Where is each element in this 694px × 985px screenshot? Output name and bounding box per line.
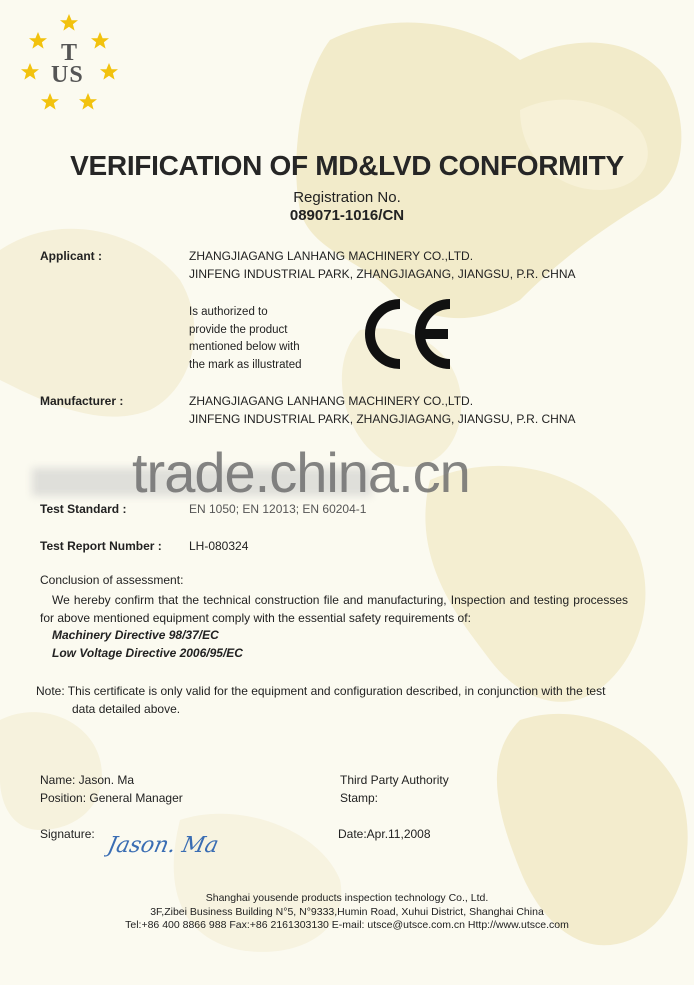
manufacturer-label: Manufacturer : — [40, 394, 124, 408]
third-party-authority: Third Party Authority — [340, 773, 449, 787]
manufacturer-name: ZHANGJIAGANG LANHANG MACHINERY CO.,LTD. — [189, 394, 474, 408]
conclusion-heading: Conclusion of assessment: — [40, 573, 184, 587]
logo-letters-us: US — [51, 62, 84, 88]
certificate-title: VERIFICATION OF MD&LVD CONFORMITY — [70, 150, 624, 181]
applicant-name: ZHANGJIAGANG LANHANG MACHINERY CO.,LTD. — [189, 249, 474, 263]
ce-mark — [356, 294, 456, 374]
handwritten-signature — [104, 826, 234, 864]
authorization-line: mentioned below with — [189, 341, 300, 353]
certificate-note — [36, 682, 636, 718]
applicant-label: Applicant : — [40, 249, 102, 263]
tus-logo — [14, 10, 124, 120]
authorization-text — [189, 304, 329, 374]
stamp-label: Stamp: — [340, 791, 379, 805]
issuer-name: Shanghai yousende products inspection technology Co., Ltd. — [205, 892, 489, 904]
authorization-line: Is authorized to — [189, 306, 268, 318]
trade-china-watermark: trade.china.cn — [132, 441, 470, 504]
manufacturer-address: JINFENG INDUSTRIAL PARK, ZHANGJIAGANG, JIANGSU, P.R. CHNA — [189, 412, 576, 426]
signatory-position: Position: General Manager — [40, 791, 183, 805]
registration-label: Registration No. — [293, 189, 401, 206]
registration-number: 089071-1016/CN — [289, 207, 405, 224]
applicant-address: JINFENG INDUSTRIAL PARK, ZHANGJIAGANG, JIANGSU, P.R. CHNA — [189, 267, 576, 281]
note-line-2: data detailed above. — [72, 702, 181, 716]
low-voltage-directive: Low Voltage Directive 2006/95/EC — [52, 646, 243, 660]
test-standard-label: Test Standard : — [40, 502, 127, 516]
conclusion-text: We hereby confirm that the technical construction file and manufacturing, Inspection and testing processes for above mentioned equipment comply with the essential safety requirements of: — [40, 593, 628, 625]
issuer-address: 3F,Zibei Business Building N°5, N°9333,Humin Road, Xuhui District, Shanghai China — [150, 906, 544, 918]
svg-text:Jason. Ma: Jason. Ma — [105, 832, 221, 858]
issuer-contact: Tel:+86 400 8866 988 Fax:+86 2161303130 E-mail: utsce@utsce.com.cn Http://www.utsce.com — [125, 919, 569, 931]
authorization-line: provide the product — [189, 323, 288, 336]
note-line-1: Note: This certificate is only valid for the equipment and configuration described, in conjunction with the test — [36, 684, 606, 698]
test-standard-value: EN 1050; EN 12013; EN 60204-1 — [189, 502, 367, 516]
test-report-label: Test Report Number : — [40, 539, 162, 553]
authorization-line: the mark as illustrated — [189, 358, 302, 371]
logo-letter-t: T — [61, 40, 78, 66]
machinery-directive: Machinery Directive 98/37/EC — [52, 628, 219, 642]
certificate-date: Date:Apr.11,2008 — [338, 827, 431, 841]
signatory-name: Name: Jason. Ma — [40, 773, 135, 787]
signature-label: Signature: — [40, 827, 95, 841]
test-report-number: LH-080324 — [189, 539, 249, 553]
